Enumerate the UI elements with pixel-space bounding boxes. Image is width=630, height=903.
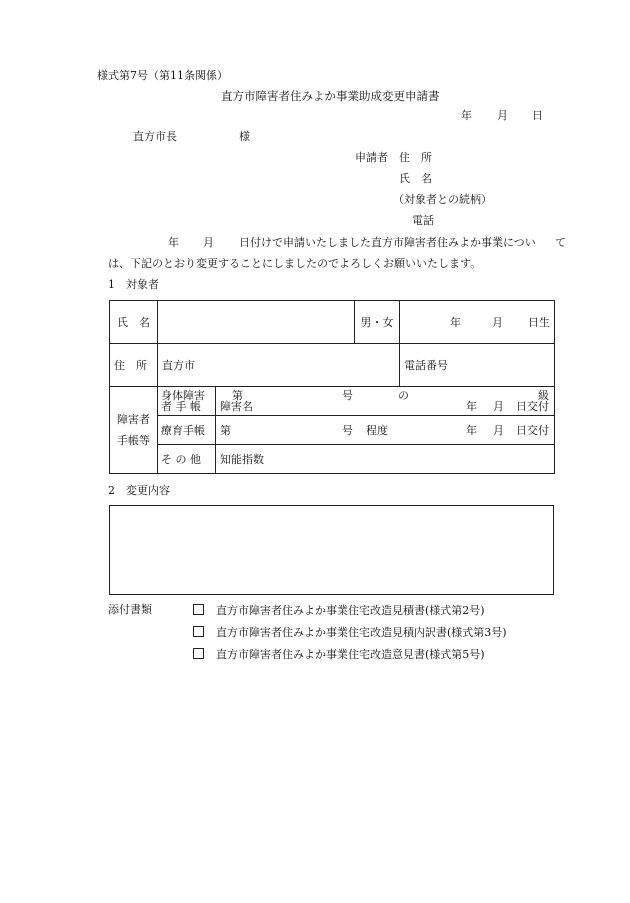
applicant-relation-label: （対象者との続柄） [393,193,492,206]
attachment-text: 直方市障害者住みよか事業住宅改造見積書(様式第2号) [216,604,485,617]
intro-year: 年 [168,236,179,249]
applicant-label: 申請者 [355,151,388,164]
birthdate-cell[interactable] [400,301,555,344]
ryoiku-label: 療育手帳 [161,424,205,437]
ryoiku-issued-month: 月 [493,423,504,437]
ryoiku-cell[interactable] [216,416,555,445]
ryoiku-go: 号 [342,423,353,437]
document-title: 直方市障害者住みよか事業助成変更申請書 [221,89,440,103]
attachment-text: 直方市障害者住みよか事業住宅改造見積内訳書(様式第3号) [216,626,507,639]
intro-month: 月 [203,236,214,249]
checkbox[interactable] [193,626,204,637]
physical-handbook-cell[interactable] [216,387,555,416]
applicant-address-label: 住 所 [399,151,432,164]
attachment-item[interactable] [193,604,485,616]
handbook-label-1: 障害者 [117,413,150,426]
physical-go: 号 [342,389,353,402]
section2-heading: 2 変更内容 [108,484,170,497]
attachment-text: 直方市障害者住みよか事業住宅改造意見書(様式第5号) [216,648,485,661]
name-input-cell[interactable] [158,301,355,344]
ryoiku-dai: 第 [220,423,231,437]
applicant-name-label: 氏 名 [399,172,432,185]
checkbox[interactable] [193,648,204,659]
phone-cell[interactable] [400,344,555,387]
ryoiku-degree: 程度 [366,423,388,437]
section1-heading: 1 対象者 [108,278,159,291]
birth-year-label: 年 [450,316,461,329]
physical-issued-year: 年 [466,400,477,413]
other-label-cell [158,445,216,474]
checkbox[interactable] [193,604,204,615]
other-label: そ の 他 [161,453,201,466]
birth-month-label: 月 [492,316,503,329]
applicant-phone-label: 電話 [412,214,434,227]
subject-person-table [109,300,555,474]
physical-kyu: 級 [538,389,549,402]
intro-line1: 日付けで申請いたしました直方市障害者住みよか事業につい [239,236,536,249]
gender-option[interactable]: 男・女 [360,316,394,329]
date-day-label: 日 [532,109,543,122]
attachments-label: 添付書類 [108,603,152,616]
birth-day-label: 日生 [528,316,550,329]
addressee: 直方市長 [133,130,177,143]
date-year-label: 年 [461,109,472,122]
physical-handbook-label-cell [158,387,216,416]
intro-line1-end: て [555,236,566,249]
physical-no: の [398,389,409,402]
address-value: 直方市 [162,359,195,372]
form-number: 様式第7号（第11条関係） [97,69,228,82]
attachment-item[interactable] [193,648,485,660]
handbook-label-cell [110,387,158,474]
other-cell[interactable] [216,445,555,474]
intro-line2: は、下記のとおり変更することにしましたのでよろしくお願いいたします。 [108,257,482,270]
phone-label: 電話番号 [404,359,448,372]
ryoiku-issued-day: 日交付 [516,423,549,437]
physical-issued-day: 日交付 [516,400,549,413]
honorific: 様 [239,130,250,143]
physical-label-2: 者 手 帳 [161,400,201,413]
date-month-label: 月 [497,109,508,122]
gender-cell[interactable] [355,301,400,344]
ryoiku-issued-year: 年 [466,423,477,437]
physical-disability-name: 障害名 [220,400,253,413]
physical-issued-month: 月 [493,400,504,413]
change-details-box[interactable] [109,505,554,595]
name-label-cell [110,301,158,344]
physical-dai: 第 [232,389,243,402]
other-value: 知能指数 [220,453,264,466]
address-label-cell [110,344,158,387]
physical-label-1: 身体障害 [161,389,205,402]
attachment-item[interactable] [193,626,507,638]
name-label: 氏 名 [117,316,150,329]
address-label: 住 所 [114,359,147,372]
ryoiku-label-cell [158,416,216,445]
address-input-cell[interactable] [158,344,400,387]
handbook-label-2: 手帳等 [117,434,150,447]
